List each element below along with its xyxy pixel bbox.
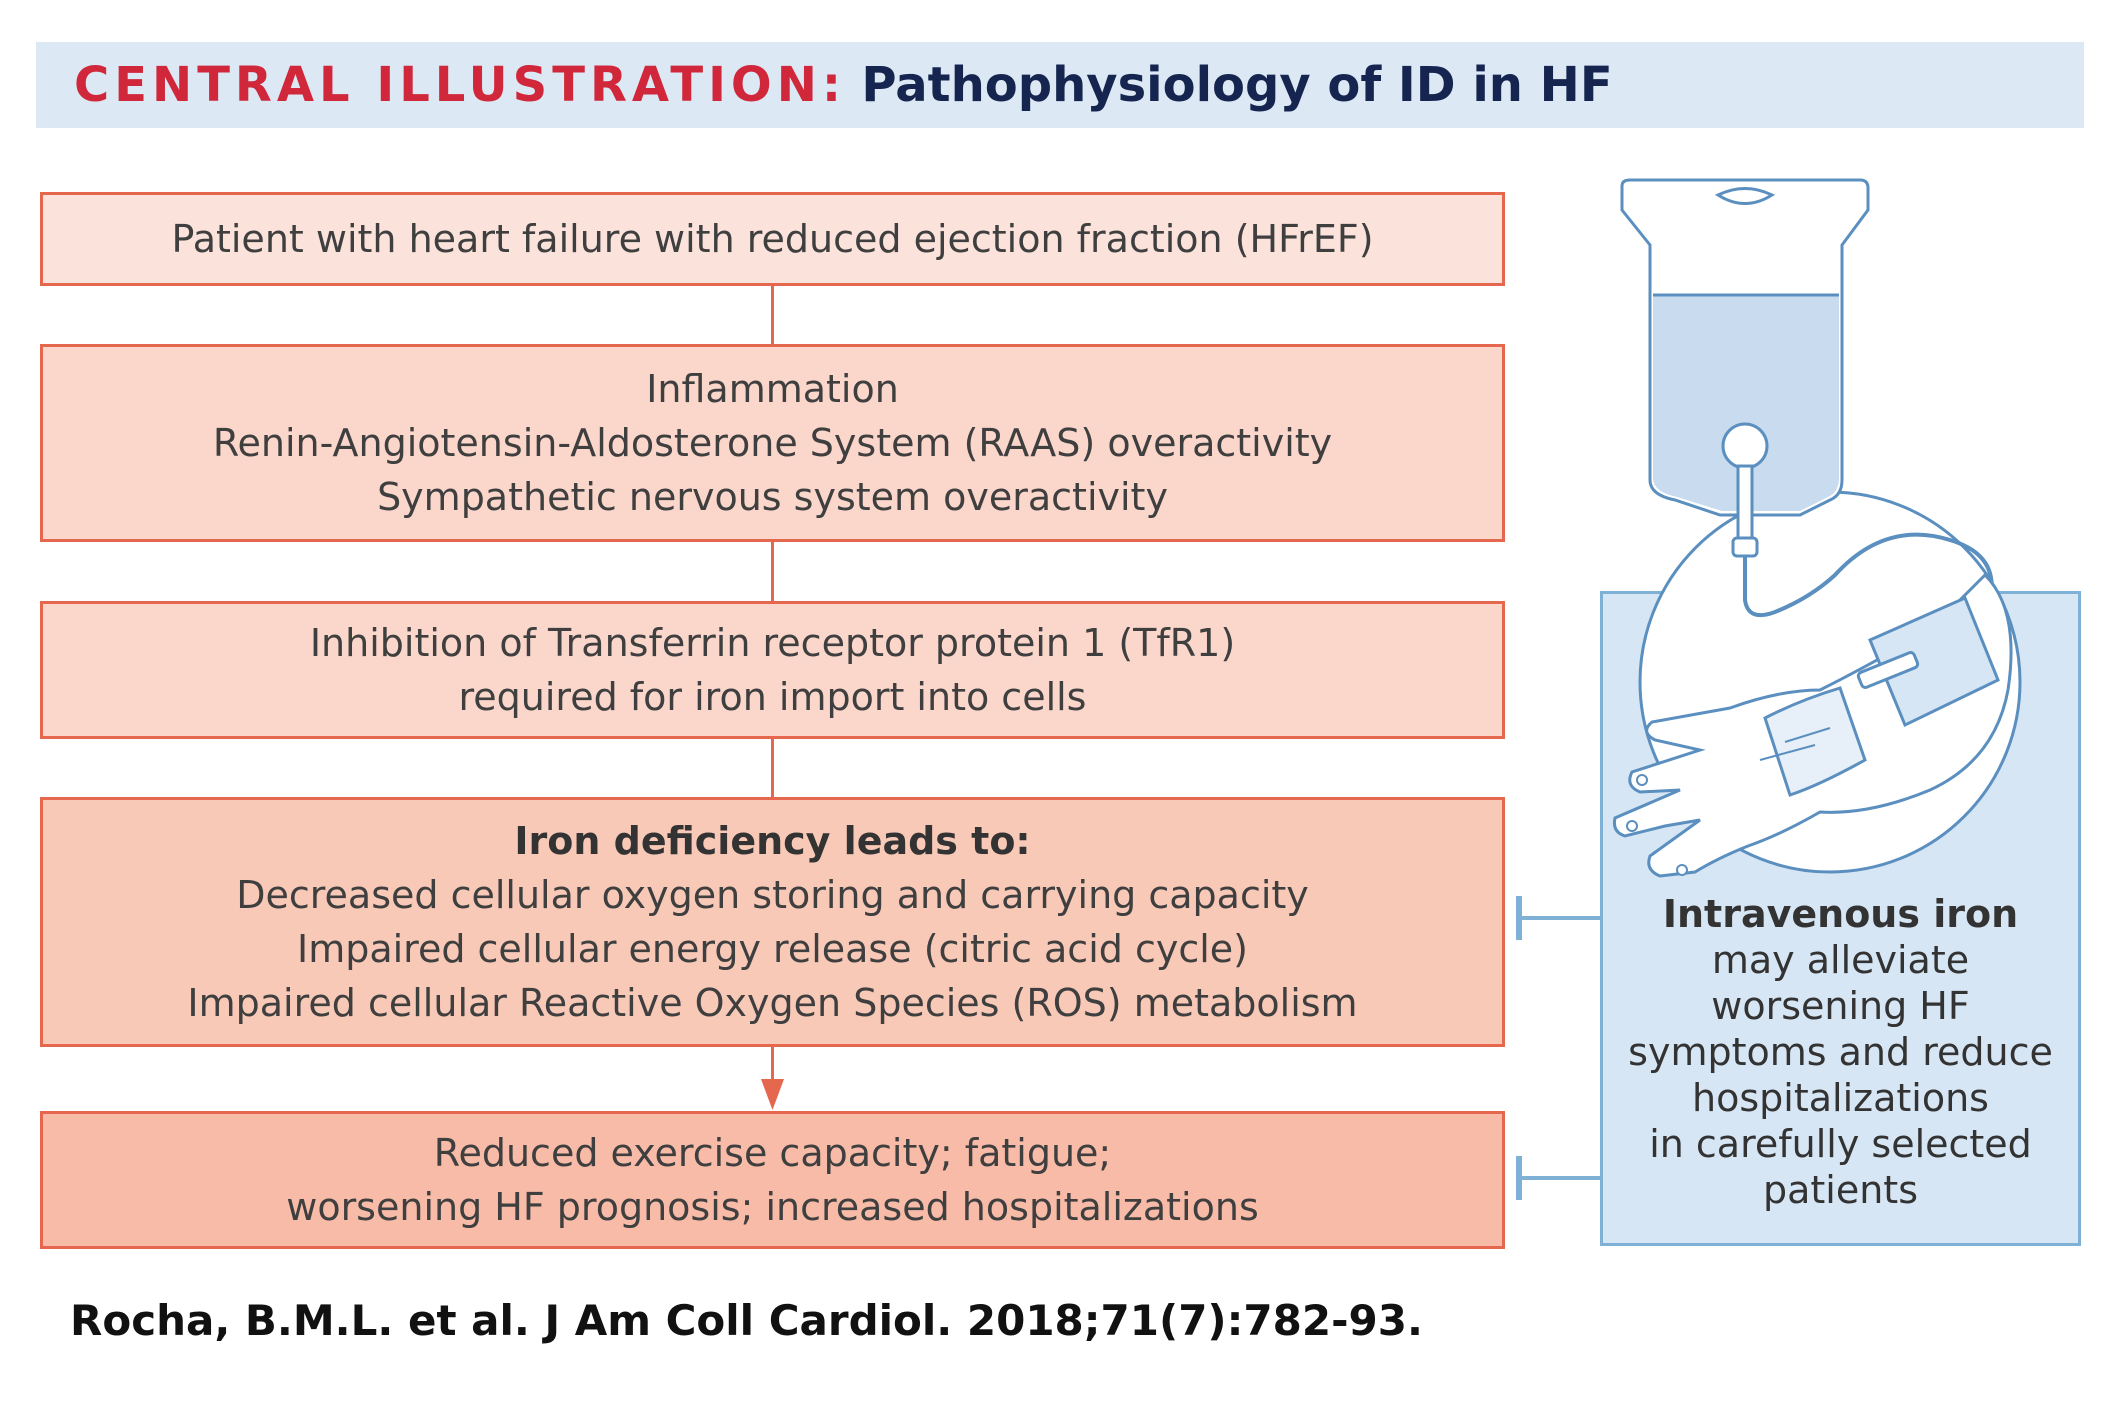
banner-label: CENTRAL ILLUSTRATION: — [74, 57, 847, 113]
iron-deficiency-heading: Iron deficiency leads to: — [514, 819, 1031, 863]
side-line: patients — [1762, 1168, 1919, 1212]
side-line: hospitalizations — [1692, 1076, 1989, 1120]
side-line: may alleviate — [1711, 938, 1970, 982]
sympathetic-line: Sympathetic nervous system overactivity — [377, 475, 1168, 519]
flow-box-hfref-text: Patient with heart failure with reduced ejection fraction (HFrEF) — [171, 217, 1374, 261]
side-line: worsening HF — [1711, 984, 1970, 1028]
tfr1-line: Inhibition of Transferrin receptor protein 1 (TfR1) — [309, 621, 1236, 665]
iv-bag-icon — [1622, 180, 1868, 556]
inflammation-line: Inflammation — [646, 367, 899, 411]
side-line: symptoms and reduce — [1628, 1030, 2053, 1074]
iron-import-line: required for iron import into cells — [458, 675, 1087, 719]
ros-metabolism-line: Impaired cellular Reactive Oxygen Species (ROS) metabolism — [187, 981, 1358, 1025]
citation: Rocha, B.M.L. et al. J Am Coll Cardiol. 2018;71(7):782-93. — [70, 1296, 1423, 1345]
page-title: Pathophysiology of ID in HF — [861, 57, 1613, 113]
oxygen-capacity-line: Decreased cellular oxygen storing and carrying capacity — [236, 873, 1309, 917]
exercise-capacity-line: Reduced exercise capacity; fatigue; — [433, 1131, 1112, 1175]
prognosis-line: worsening HF prognosis; increased hospitalizations — [286, 1185, 1259, 1229]
raas-line: Renin-Angiotensin-Aldosterone System (RAAS) overactivity — [212, 421, 1333, 465]
intravenous-iron-text — [1600, 891, 2081, 1213]
intravenous-iron-heading: Intravenous iron — [1662, 892, 2019, 936]
energy-release-line: Impaired cellular energy release (citric acid cycle) — [296, 927, 1248, 971]
inhibition-connector-top — [1519, 896, 1600, 940]
side-line: in carefully selected — [1649, 1122, 2032, 1166]
inhibition-connector-bottom — [1519, 1156, 1600, 1200]
